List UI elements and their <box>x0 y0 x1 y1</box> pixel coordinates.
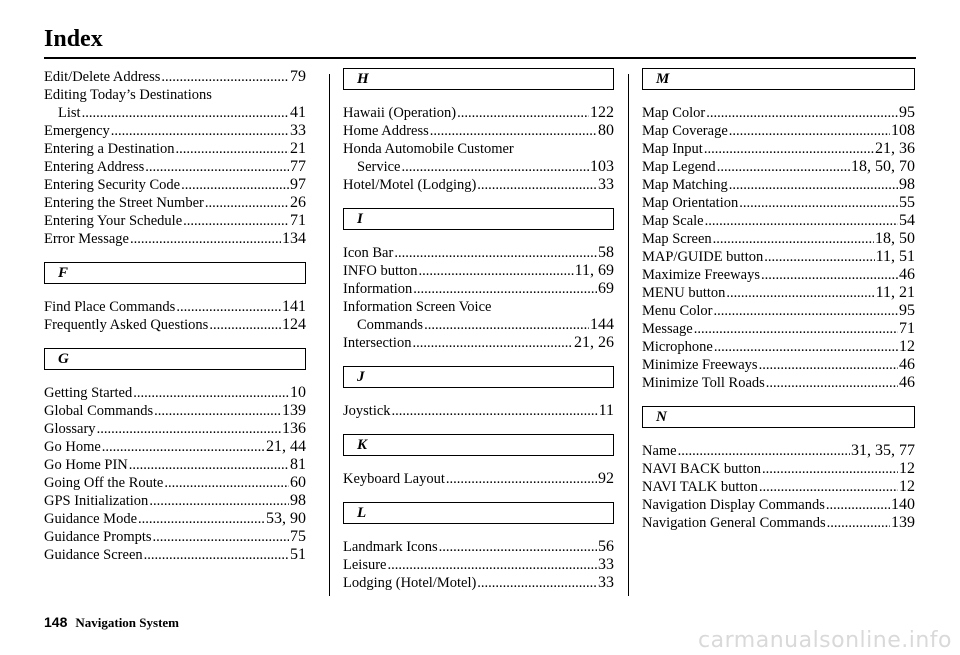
index-term: NAVI TALK button <box>642 479 758 495</box>
dot-leader <box>714 338 898 356</box>
dot-leader <box>729 176 898 194</box>
index-entry <box>642 194 915 212</box>
index-page-ref: 53, 90 <box>266 510 306 527</box>
dot-leader <box>133 384 289 402</box>
index-entry <box>642 284 915 302</box>
index-entry <box>44 456 306 474</box>
index-entry <box>642 338 915 356</box>
index-page-ref: 92 <box>598 470 614 487</box>
index-page-ref: 21, 36 <box>875 140 915 157</box>
dot-leader <box>729 122 890 140</box>
index-entry <box>642 140 915 158</box>
column-divider <box>329 74 330 596</box>
index-term: Hawaii (Operation) <box>343 105 457 121</box>
index-term: Map Matching <box>642 177 728 193</box>
dot-leader <box>739 194 898 212</box>
index-term: Commands <box>357 317 424 333</box>
index-entry <box>44 474 306 492</box>
index-term: Go Home PIN <box>44 457 128 473</box>
index-page-ref: 140 <box>891 496 915 513</box>
index-term: Emergency <box>44 123 110 139</box>
index-term: Map Coverage <box>642 123 728 139</box>
index-term: Map Color <box>642 105 706 121</box>
index-group-i <box>343 244 614 352</box>
index-entry <box>343 122 614 140</box>
dot-leader <box>138 510 265 528</box>
index-page-ref: 46 <box>899 374 915 391</box>
index-term: Glossary <box>44 421 96 437</box>
index-entry <box>343 402 614 420</box>
section-header-k: K <box>343 434 614 456</box>
index-term: Message <box>642 321 693 337</box>
dot-leader <box>705 212 898 230</box>
dot-leader <box>387 556 597 574</box>
index-term: Information Screen Voice <box>343 299 492 315</box>
dot-leader <box>477 176 597 194</box>
dot-leader <box>144 546 289 564</box>
dot-leader <box>111 122 289 140</box>
index-term: Information <box>343 281 413 297</box>
dot-leader <box>706 104 898 122</box>
index-page-ref: 75 <box>290 528 306 545</box>
index-page-ref: 10 <box>290 384 306 401</box>
index-entry <box>642 302 915 320</box>
index-entry <box>642 122 915 140</box>
index-entry <box>343 262 614 280</box>
dot-leader <box>826 496 890 514</box>
index-term: Maximize Freeways <box>642 267 760 283</box>
index-entry <box>44 158 306 176</box>
index-term: Hotel/Motel (Lodging) <box>343 177 477 193</box>
dot-leader <box>762 460 898 478</box>
index-term: Getting Started <box>44 385 133 401</box>
index-term: NAVI BACK button <box>642 461 761 477</box>
index-page-ref: 11, 69 <box>574 262 614 279</box>
index-term: INFO button <box>343 263 418 279</box>
index-entry <box>642 248 915 266</box>
index-term: Map Input <box>642 141 703 157</box>
index-entry <box>642 266 915 284</box>
index-group-g <box>44 384 306 564</box>
index-term: Minimize Freeways <box>642 357 758 373</box>
dot-leader <box>424 316 589 334</box>
index-entry <box>44 68 306 86</box>
index-page-ref: 41 <box>290 104 306 121</box>
index-term: Service <box>357 159 401 175</box>
index-page-ref: 108 <box>891 122 915 139</box>
index-entry <box>44 438 306 456</box>
dot-leader <box>759 478 898 496</box>
dot-leader <box>713 302 898 320</box>
index-entry <box>343 104 614 122</box>
dot-leader <box>726 284 874 302</box>
index-page-ref: 98 <box>290 492 306 509</box>
index-page-ref: 95 <box>899 104 915 121</box>
dot-leader <box>392 402 598 420</box>
index-entry <box>343 176 614 194</box>
title-rule <box>44 57 916 59</box>
dot-leader <box>694 320 898 338</box>
dot-leader <box>129 456 289 474</box>
index-page-ref: 97 <box>290 176 306 193</box>
dot-leader <box>97 420 281 438</box>
index-entry <box>44 316 306 334</box>
dot-leader <box>678 442 850 460</box>
index-page-ref: 18, 50 <box>875 230 915 247</box>
index-term: Leisure <box>343 557 387 573</box>
index-page-ref: 11, 51 <box>875 248 915 265</box>
index-entry <box>642 176 915 194</box>
index-page-ref: 12 <box>899 460 915 477</box>
index-term: List <box>58 105 81 121</box>
index-entry <box>44 492 306 510</box>
index-term: Icon Bar <box>343 245 394 261</box>
index-entry <box>343 334 614 352</box>
index-page-ref: 81 <box>290 456 306 473</box>
index-column-2 <box>343 68 614 592</box>
dot-leader <box>145 158 289 176</box>
index-group-k <box>343 470 614 488</box>
index-entry <box>44 176 306 194</box>
index-page-ref: 98 <box>899 176 915 193</box>
index-group-l <box>343 538 614 592</box>
index-entry <box>642 478 915 496</box>
page-number: 148 <box>44 614 68 630</box>
index-page-ref: 136 <box>282 420 306 437</box>
index-term: Name <box>642 443 677 459</box>
index-term: Minimize Toll Roads <box>642 375 765 391</box>
index-page-ref: 79 <box>290 68 306 85</box>
index-page-ref: 95 <box>899 302 915 319</box>
index-page-ref: 33 <box>598 556 614 573</box>
index-page-ref: 134 <box>282 230 306 247</box>
dot-leader <box>183 212 289 230</box>
index-page-ref: 122 <box>590 104 614 121</box>
index-entry <box>44 230 306 248</box>
index-group-e <box>44 68 306 248</box>
index-term: Guidance Mode <box>44 511 138 527</box>
index-term: Honda Automobile Customer <box>343 141 514 157</box>
dot-leader <box>713 230 874 248</box>
index-page-ref: 21, 26 <box>574 334 614 351</box>
index-entry <box>642 514 915 532</box>
index-entry <box>343 158 614 176</box>
index-page-ref: 46 <box>899 266 915 283</box>
index-entry <box>642 460 915 478</box>
dot-leader <box>446 470 597 488</box>
index-page-ref: 144 <box>590 316 614 333</box>
index-entry <box>44 510 306 528</box>
index-entry <box>44 528 306 546</box>
dot-leader <box>477 574 597 592</box>
index-entry <box>642 442 915 460</box>
index-page-ref: 33 <box>290 122 306 139</box>
dot-leader <box>164 474 289 492</box>
dot-leader <box>430 122 597 140</box>
index-entry <box>44 104 306 122</box>
index-page-ref: 55 <box>899 194 915 211</box>
index-term: Map Screen <box>642 231 712 247</box>
watermark: carmanualsonline.info <box>698 628 952 653</box>
index-entry-heading <box>343 140 614 158</box>
page-title: Index <box>44 26 103 52</box>
dot-leader <box>102 438 265 456</box>
index-page-ref: 21, 44 <box>266 438 306 455</box>
dot-leader <box>175 140 289 158</box>
index-term: Microphone <box>642 339 713 355</box>
dot-leader <box>764 248 874 266</box>
index-entry <box>642 496 915 514</box>
index-page-ref: 77 <box>290 158 306 175</box>
index-entry <box>343 280 614 298</box>
index-term: Guidance Screen <box>44 547 143 563</box>
index-page-ref: 21 <box>290 140 306 157</box>
index-page-ref: 124 <box>282 316 306 333</box>
section-header-g: G <box>44 348 306 370</box>
index-entry <box>44 212 306 230</box>
section-header-j: J <box>343 366 614 388</box>
index-term: Find Place Commands <box>44 299 176 315</box>
dot-leader <box>401 158 589 176</box>
index-entry <box>44 194 306 212</box>
index-term: Navigation General Commands <box>642 515 826 531</box>
index-page-ref: 69 <box>598 280 614 297</box>
index-page-ref: 139 <box>282 402 306 419</box>
dot-leader <box>759 356 898 374</box>
index-page-ref: 11 <box>598 402 614 419</box>
index-group-f <box>44 298 306 334</box>
page-footer <box>44 614 179 631</box>
index-page-ref: 26 <box>290 194 306 211</box>
index-term: Entering Security Code <box>44 177 181 193</box>
dot-leader <box>412 334 573 352</box>
index-page-ref: 58 <box>598 244 614 261</box>
index-term: GPS Initialization <box>44 493 149 509</box>
index-column-3 <box>642 68 915 532</box>
index-term: Keyboard Layout <box>343 471 445 487</box>
index-entry <box>343 244 614 262</box>
index-term: Navigation Display Commands <box>642 497 825 513</box>
index-term: Entering Your Schedule <box>44 213 183 229</box>
index-entry <box>642 230 915 248</box>
dot-leader <box>766 374 898 392</box>
index-term: MENU button <box>642 285 726 301</box>
index-term: Menu Color <box>642 303 713 319</box>
index-entry <box>44 140 306 158</box>
index-entry <box>44 384 306 402</box>
index-term: Map Legend <box>642 159 716 175</box>
dot-leader <box>130 230 281 248</box>
section-header-l: L <box>343 502 614 524</box>
dot-leader <box>827 514 890 532</box>
index-group-j <box>343 402 614 420</box>
index-page-ref: 11, 21 <box>875 284 915 301</box>
index-group-n <box>642 442 915 532</box>
index-term: Frequently Asked Questions <box>44 317 209 333</box>
dot-leader <box>149 492 289 510</box>
dot-leader <box>419 262 574 280</box>
dot-leader <box>82 104 289 122</box>
index-page-ref: 12 <box>899 338 915 355</box>
index-page-ref: 46 <box>899 356 915 373</box>
index-page-ref: 56 <box>598 538 614 555</box>
index-page-ref: 60 <box>290 474 306 491</box>
index-entry <box>642 212 915 230</box>
index-entry-heading <box>44 86 306 104</box>
index-term: MAP/GUIDE button <box>642 249 764 265</box>
index-entry <box>44 546 306 564</box>
dot-leader <box>181 176 289 194</box>
dot-leader <box>153 528 289 546</box>
dot-leader <box>439 538 597 556</box>
dot-leader <box>209 316 281 334</box>
index-column-1 <box>44 68 306 564</box>
index-entry <box>44 402 306 420</box>
index-entry <box>343 470 614 488</box>
index-page-ref: 33 <box>598 176 614 193</box>
index-entry <box>642 158 915 176</box>
dot-leader <box>761 266 898 284</box>
book-title: Navigation System <box>75 615 179 630</box>
index-term: Edit/Delete Address <box>44 69 161 85</box>
index-term: Lodging (Hotel/Motel) <box>343 575 477 591</box>
index-term: Home Address <box>343 123 429 139</box>
index-term: Editing Today’s Destinations <box>44 87 212 103</box>
index-page-ref: 80 <box>598 122 614 139</box>
index-page-ref: 31, 35, 77 <box>851 442 915 459</box>
dot-leader <box>717 158 850 176</box>
section-header-i: I <box>343 208 614 230</box>
index-entry <box>343 574 614 592</box>
index-page-ref: 103 <box>590 158 614 175</box>
index-entry <box>642 356 915 374</box>
section-header-f: F <box>44 262 306 284</box>
index-term: Map Scale <box>642 213 704 229</box>
dot-leader <box>394 244 597 262</box>
index-term: Entering Address <box>44 159 145 175</box>
dot-leader <box>154 402 281 420</box>
index-entry-heading <box>343 298 614 316</box>
index-group-m <box>642 104 915 392</box>
index-page-ref: 139 <box>891 514 915 531</box>
index-term: Go Home <box>44 439 101 455</box>
index-page-ref: 71 <box>899 320 915 337</box>
dot-leader <box>176 298 281 316</box>
dot-leader <box>457 104 589 122</box>
index-entry <box>343 316 614 334</box>
section-header-n: N <box>642 406 915 428</box>
dot-leader <box>205 194 289 212</box>
index-term: Map Orientation <box>642 195 739 211</box>
section-header-m: M <box>642 68 915 90</box>
index-entry <box>44 298 306 316</box>
index-page-ref: 54 <box>899 212 915 229</box>
index-term: Landmark Icons <box>343 539 438 555</box>
index-entry <box>44 420 306 438</box>
index-page-ref: 71 <box>290 212 306 229</box>
index-page-ref: 18, 50, 70 <box>851 158 915 175</box>
index-entry <box>642 104 915 122</box>
dot-leader <box>413 280 597 298</box>
index-term: Intersection <box>343 335 412 351</box>
index-entry <box>642 374 915 392</box>
index-entry <box>44 122 306 140</box>
dot-leader <box>704 140 874 158</box>
index-group-h <box>343 104 614 194</box>
index-page-ref: 141 <box>282 298 306 315</box>
column-divider <box>628 74 629 596</box>
index-page-ref: 51 <box>290 546 306 563</box>
dot-leader <box>161 68 289 86</box>
index-term: Entering the Street Number <box>44 195 204 211</box>
section-header-h: H <box>343 68 614 90</box>
index-page-ref: 12 <box>899 478 915 495</box>
index-term: Guidance Prompts <box>44 529 152 545</box>
index-term: Joystick <box>343 403 391 419</box>
index-entry <box>343 556 614 574</box>
index-term: Error Message <box>44 231 129 247</box>
index-entry <box>343 538 614 556</box>
index-term: Going Off the Route <box>44 475 164 491</box>
index-term: Global Commands <box>44 403 154 419</box>
index-page-ref: 33 <box>598 574 614 591</box>
index-entry <box>642 320 915 338</box>
index-term: Entering a Destination <box>44 141 175 157</box>
